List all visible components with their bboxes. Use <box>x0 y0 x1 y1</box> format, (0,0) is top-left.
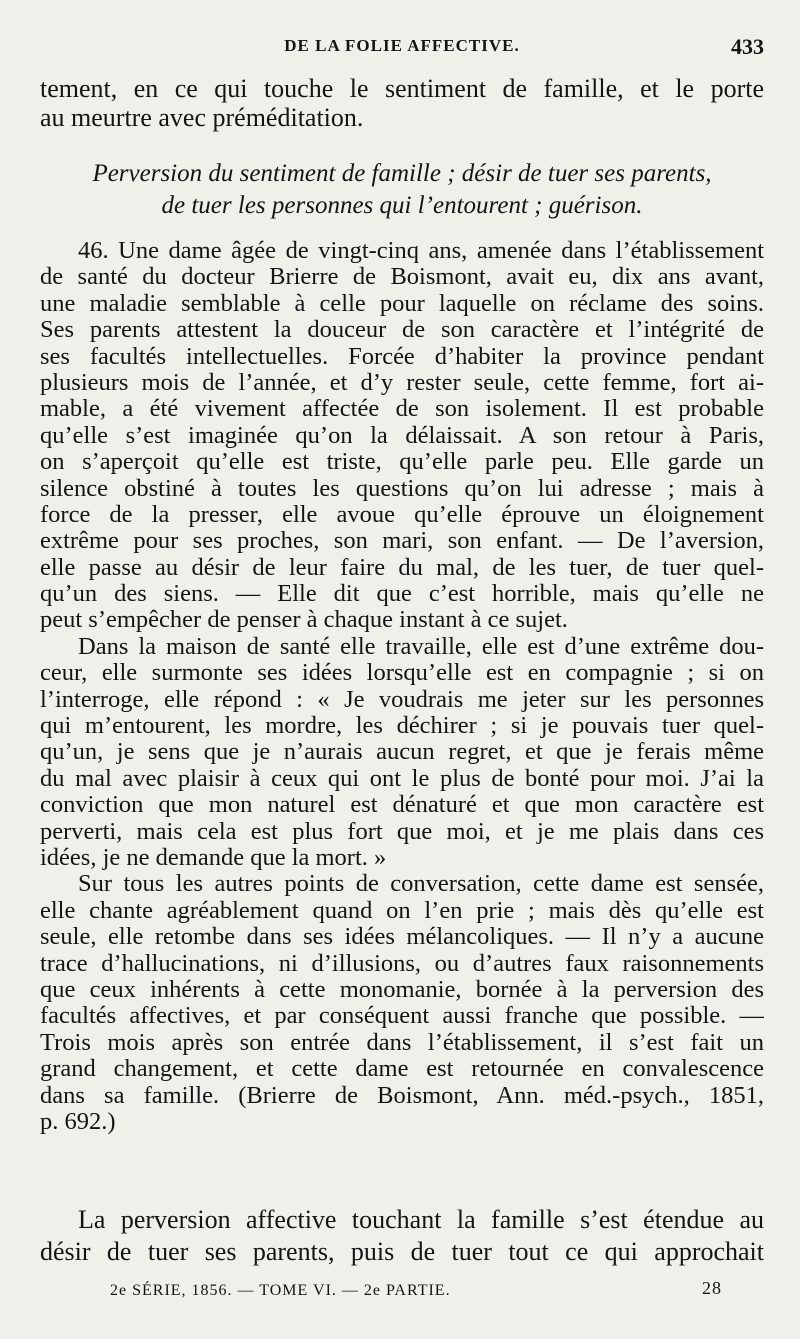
text-line: qui m’entourent, les mordre, les déchirer ; si je pouvais tuer quel- <box>40 713 764 740</box>
gathering-folio: 28 <box>702 1278 722 1298</box>
subheading-line: Perversion du sentiment de famille ; désir de tuer ses parents, <box>92 160 712 187</box>
case-subheading <box>40 158 764 222</box>
text-line: trace d’hallucinations, ni d’illusions, ou d’autres faux raisonnements <box>40 950 764 977</box>
text-line: que ceux inhérents à cette monomanie, bornée à la perversion des <box>40 976 764 1003</box>
text-line: ceur, elle surmonte ses idées lorsqu’elle est en compagnie ; si on <box>40 660 764 687</box>
text-line: désir de tuer ses parents, puis de tuer tout ce qui approchait <box>40 1237 764 1266</box>
page-body <box>40 74 764 1135</box>
closing-paragraph <box>40 1204 764 1268</box>
text-line: qu’un, je sens que je n’aurais aucun regret, et que je ferais même <box>40 739 764 766</box>
text-line: plusieurs mois de l’année, et d’y rester seule, cette femme, fort ai- <box>40 369 764 396</box>
text-line: Dans la maison de santé elle travaille, elle est d’une extrême dou- <box>78 633 764 660</box>
page-footer <box>110 1278 764 1306</box>
text-line: conviction que mon naturel est dénaturé et que mon caractère est <box>40 792 764 819</box>
text-line: une maladie semblable à celle pour laquelle on réclame des soins. <box>40 290 764 317</box>
text-line: Trois mois après son entrée dans l’établissement, il s’est fait un <box>40 1029 764 1056</box>
text-line: qu’un des siens. — Elle dit que c’est horrible, mais qu’elle ne <box>40 581 764 608</box>
text-line: Sur tous les autres points de conversation, cette dame est sensée, <box>78 871 764 898</box>
running-header <box>40 32 764 62</box>
subheading-line: de tuer les personnes qui l’entourent ; guérison. <box>161 192 643 219</box>
text-line: on s’aperçoit qu’elle est triste, qu’elle parle peu. Elle garde un <box>40 449 764 476</box>
quote-paragraph <box>40 634 764 872</box>
outcome-paragraph <box>40 871 764 1135</box>
text-line: seule, elle retombe dans ses idées mélancoliques. — Il n’y a aucune <box>40 924 764 951</box>
text-line: elle passe au désir de leur faire du mal, de les tuer, de tuer quel- <box>40 554 764 581</box>
text-line: du mal avec plaisir à ceux qui ont le plus de bonté pour moi. J’ai la <box>40 765 764 792</box>
text-line: 46. Une dame âgée de vingt-cinq ans, amenée dans l’établissement <box>78 238 764 264</box>
case-paragraph <box>40 238 764 634</box>
text-line: grand changement, et cette dame est retournée en convalescence <box>40 1056 764 1083</box>
signature-mark: 2e SÉRIE, 1856. — TOME VI. — 2e PARTIE. <box>110 1282 451 1299</box>
text-line: facultés affectives, et par conséquent aussi franche que possible. — <box>40 1003 764 1030</box>
text-line: idées, je ne demande que la mort. » <box>40 844 387 871</box>
text-line: Ses parents attestent la douceur de son caractère et l’intégrité de <box>40 317 764 344</box>
text-line: tement, en ce qui touche le sentiment de famille, et le porte <box>40 74 764 103</box>
text-line: La perversion affective touchant la famille s’est étendue au <box>78 1205 764 1234</box>
page-number: 433 <box>731 34 764 59</box>
text-line: elle chante agréablement quand on l’en prie ; mais dès qu’elle est <box>40 897 764 924</box>
running-title: DE LA FOLIE AFFECTIVE. <box>284 36 520 55</box>
text-line: force de la presser, elle avoue qu’elle éprouve un éloignement <box>40 501 764 528</box>
text-line: peut s’empêcher de penser à chaque instant à ce sujet. <box>40 607 568 634</box>
text-line: extrême pour ses proches, son mari, son enfant. — De l’aversion, <box>40 528 764 555</box>
text-line: silence obstiné à toutes les questions qu’on lui adresse ; mais à <box>40 475 764 502</box>
text-line: mable, a été vivement affectée de son isolement. Il est probable <box>40 396 764 423</box>
text-line: ses facultés intellectuelles. Forcée d’habiter la province pendant <box>40 343 764 370</box>
text-line: au meurtre avec préméditation. <box>40 103 364 132</box>
intro-paragraph <box>40 74 764 132</box>
text-line: l’interroge, elle répond : « Je voudrais me jeter sur les personnes <box>40 686 764 713</box>
text-line: dans sa famille. (Brierre de Boismont, Ann. méd.-psych., 1851, <box>40 1082 764 1109</box>
text-line: qu’elle s’est imaginée qu’on la délaissait. A son retour à Paris, <box>40 422 764 449</box>
text-line: de santé du docteur Brierre de Boismont, avait eu, dix ans avant, <box>40 264 764 291</box>
text-line: perverti, mais cela est plus fort que moi, et je me plais dans ces <box>40 818 764 845</box>
text-line: p. 692.) <box>40 1108 116 1135</box>
